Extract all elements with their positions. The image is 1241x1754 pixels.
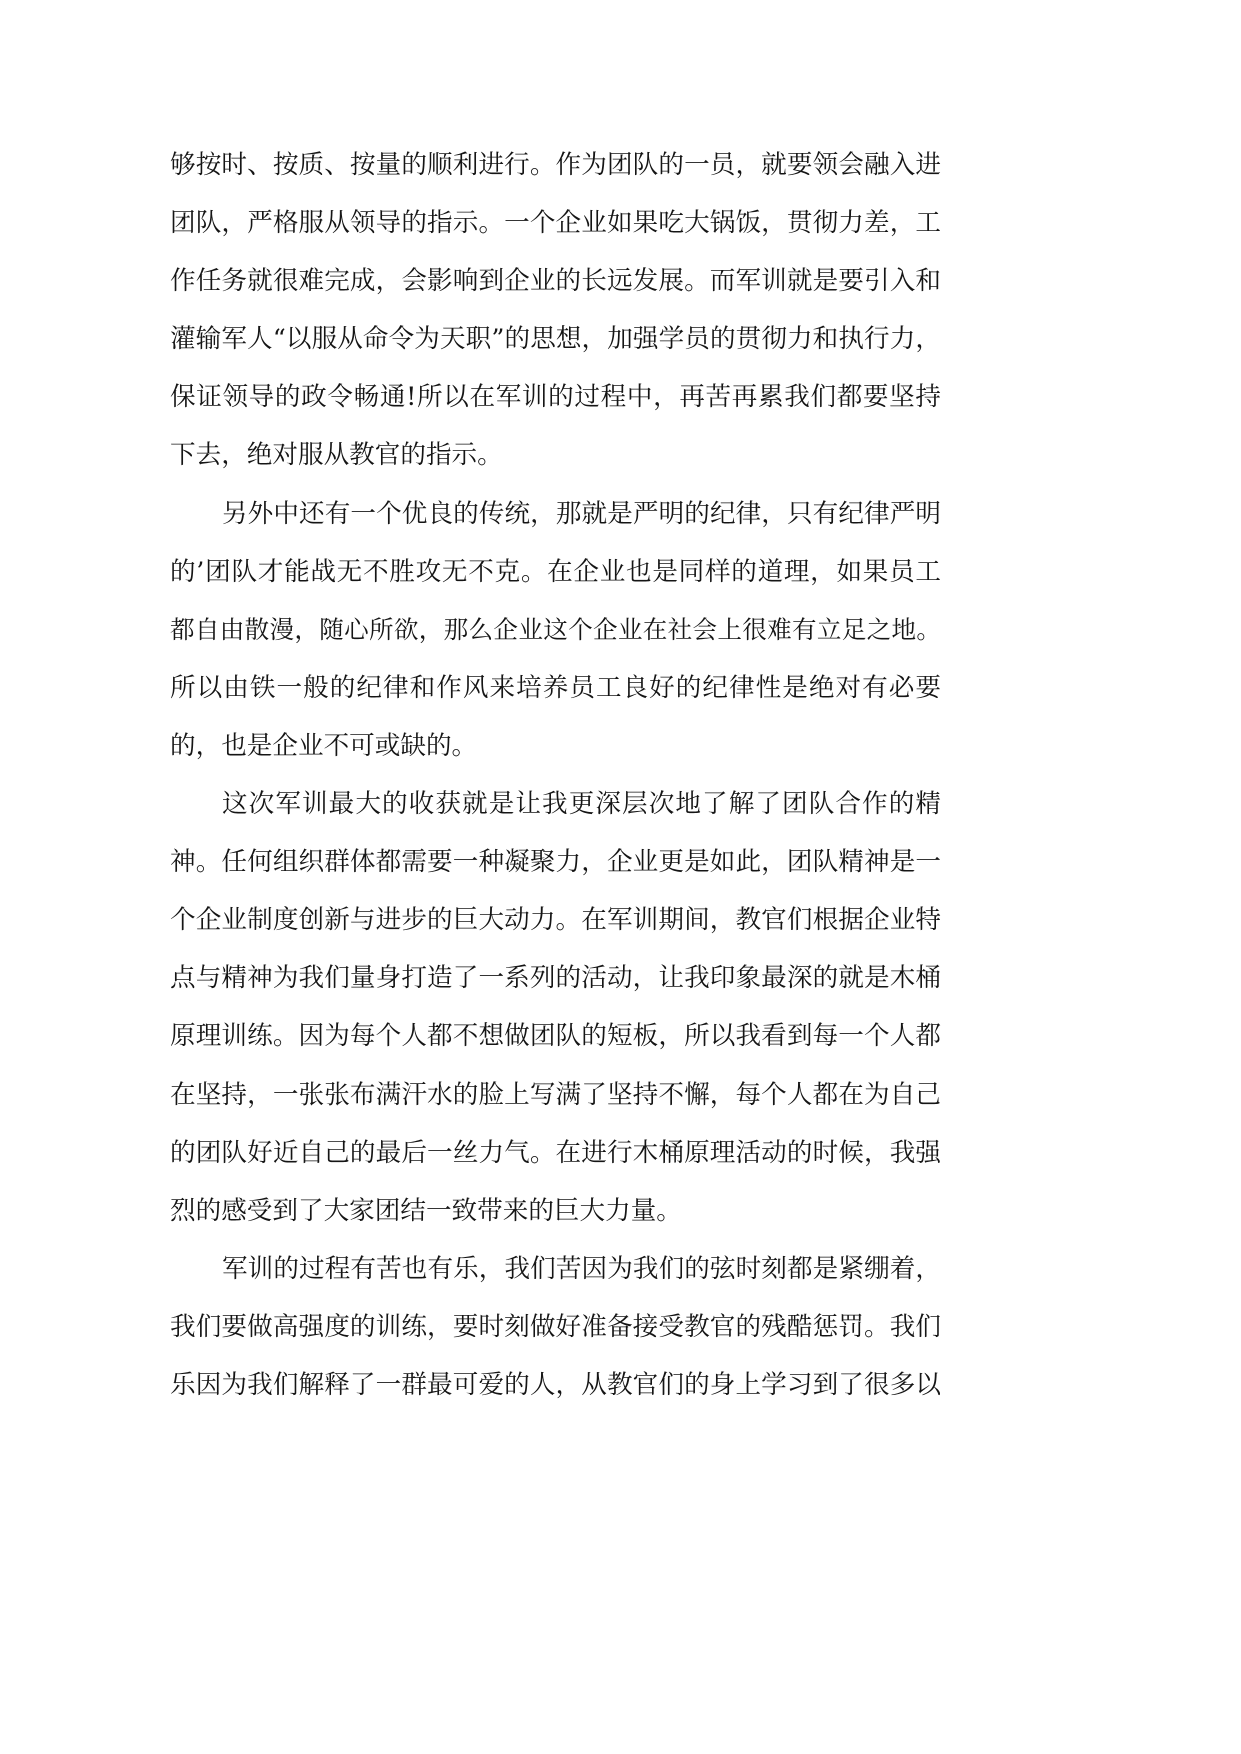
text-line: 个企业制度创新与进步的巨大动力。在军训期间，教官们根据企业特 — [170, 905, 941, 936]
text-line: 神。任何组织群体都需要一种凝聚力，企业更是如此，团队精神是一 — [170, 847, 941, 878]
text-line: 所以由铁一般的纪律和作风来培养员工良好的纪律性是绝对有必要 — [170, 672, 941, 703]
text-line: 的，也是企业不可或缺的。 — [170, 730, 478, 761]
text-line: 军训的过程有苦也有乐，我们苦因为我们的弦时刻都是紧绷着， — [222, 1253, 941, 1284]
text-line: 都自由散漫，随心所欲，那么企业这个企业在社会上很难有立足之地。 — [170, 614, 941, 644]
text-line: 的’团队才能战无不胜攻无不克。在企业也是同样的道理，如果员工 — [170, 556, 941, 587]
text-line: 够按时、按质、按量的顺利进行。作为团队的一员，就要领会融入进 — [170, 150, 941, 180]
text-line: 保证领导的政令畅通!所以在军训的过程中，再苦再累我们都要坚持 — [170, 382, 941, 413]
text-line: 这次军训最大的收获就是让我更深层次地了解了团队合作的精 — [222, 789, 941, 820]
paragraph — [170, 485, 941, 775]
text-line: 下去，绝对服从教官的指示。 — [170, 440, 503, 471]
text-line: 乐因为我们解释了一群最可爱的人，从教官们的身上学习到了很多以 — [170, 1369, 941, 1400]
text-line: 另外中还有一个优良的传统，那就是严明的纪律，只有纪律严明 — [222, 498, 941, 529]
paragraph — [170, 775, 941, 1240]
text-line: 作任务就很难完成，会影响到企业的长远发展。而军训就是要引入和 — [170, 266, 941, 297]
text-line: 团队，严格服从领导的指示。一个企业如果吃大锅饭，贯彻力差，工 — [170, 208, 941, 239]
text-line: 我们要做高强度的训练，要时刻做好准备接受教官的残酷惩罚。我们 — [170, 1311, 941, 1342]
body-text — [170, 136, 941, 1414]
text-line: 原理训练。因为每个人都不想做团队的短板，所以我看到每一个人都 — [170, 1021, 941, 1052]
paragraph — [170, 136, 941, 485]
text-line: 的团队好近自己的最后一丝力气。在进行木桶原理活动的时候，我强 — [170, 1137, 941, 1168]
paragraph — [170, 1240, 941, 1414]
text-line: 在坚持，一张张布满汗水的脸上写满了坚持不懈，每个人都在为自己 — [170, 1079, 941, 1110]
text-line: 烈的感受到了大家团结一致带来的巨大力量。 — [170, 1195, 682, 1226]
text-line: 灌输军人“以服从命令为天职”的思想，加强学员的贯彻力和执行力， — [170, 324, 941, 355]
text-line: 点与精神为我们量身打造了一系列的活动，让我印象最深的就是木桶 — [170, 963, 941, 994]
